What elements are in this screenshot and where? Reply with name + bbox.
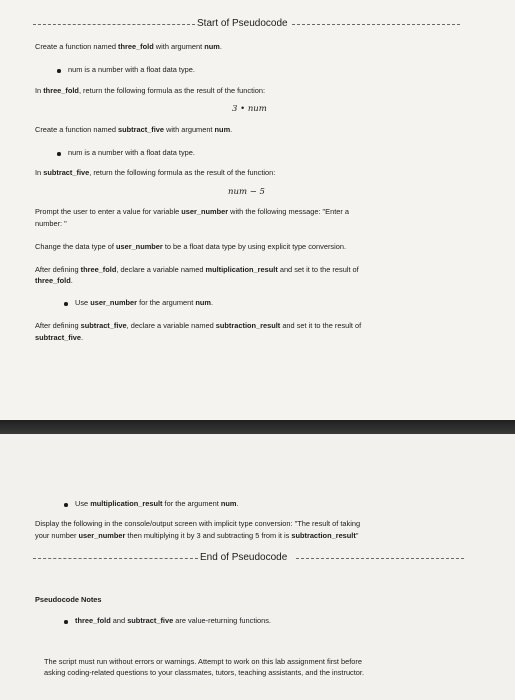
- three-fold-bullet: num is a number with a float data type.: [68, 65, 195, 74]
- notes-bullet: three_fold and subtract_five are value-returning functions.: [75, 616, 271, 625]
- display-line-2: your number user_number then multiplying it by 3 and subtracting 5 from it is subtraction_result": [35, 531, 359, 540]
- bullet-dot: [57, 69, 61, 73]
- final-note-line-2: asking coding-related questions to your classmates, tutors, teaching assistants, and the instructor.: [44, 668, 365, 677]
- bullet-dot: [64, 620, 68, 624]
- prompt-line-1: Prompt the user to enter a value for variable user_number with the following message: "Enter a: [35, 207, 350, 216]
- subtract-five-bullet: num is a number with a float data type.: [68, 148, 195, 157]
- display-bullet: Use multiplication_result for the argument num.: [75, 499, 239, 508]
- prompt-line-2: number: ": [35, 219, 67, 228]
- three-fold-intro: Create a function named three_fold with argument num.: [35, 42, 222, 51]
- display-line-1: Display the following in the console/output screen with implicit type conversion: "The result of taking: [35, 519, 361, 528]
- three-fold-return: In three_fold, return the following formula as the result of the function:: [35, 86, 266, 95]
- dashed-rule-left: [33, 558, 198, 559]
- subtract-five-formula: num − 5: [228, 187, 265, 197]
- start-heading: Start of Pseudocode: [197, 18, 288, 29]
- bullet-dot: [57, 152, 61, 156]
- sub-line-1: After defining subtract_five, declare a variable named subtraction_result and set it to the result of: [35, 321, 362, 330]
- notes-heading: Pseudocode Notes: [35, 595, 102, 604]
- convert-line: Change the data type of user_number to be a float data type by using explicit type conversion.: [35, 242, 347, 251]
- mult-bullet: Use user_number for the argument num.: [75, 298, 214, 307]
- mult-line-1: After defining three_fold, declare a variable named multiplication_result and set it to the result of: [35, 265, 359, 274]
- page-break-band: [0, 420, 515, 434]
- dashed-rule-right: [292, 24, 460, 25]
- bullet-dot: [64, 503, 68, 507]
- subtract-five-return: In subtract_five, return the following formula as the result of the function:: [35, 168, 276, 177]
- subtract-five-intro: Create a function named subtract_five with argument num.: [35, 125, 233, 134]
- bottom-page: [0, 434, 515, 700]
- bullet-dot: [64, 302, 68, 306]
- three-fold-formula: 3 • num: [232, 104, 267, 114]
- end-heading: End of Pseudocode: [200, 552, 288, 563]
- final-note-line-1: The script must run without errors or warnings. Attempt to work on this lab assignment first before: [44, 657, 362, 666]
- sub-line-2: subtract_five.: [35, 333, 84, 342]
- dashed-rule-right: [296, 558, 464, 559]
- mult-line-2: three_fold.: [35, 276, 73, 285]
- dashed-rule-left: [33, 24, 195, 25]
